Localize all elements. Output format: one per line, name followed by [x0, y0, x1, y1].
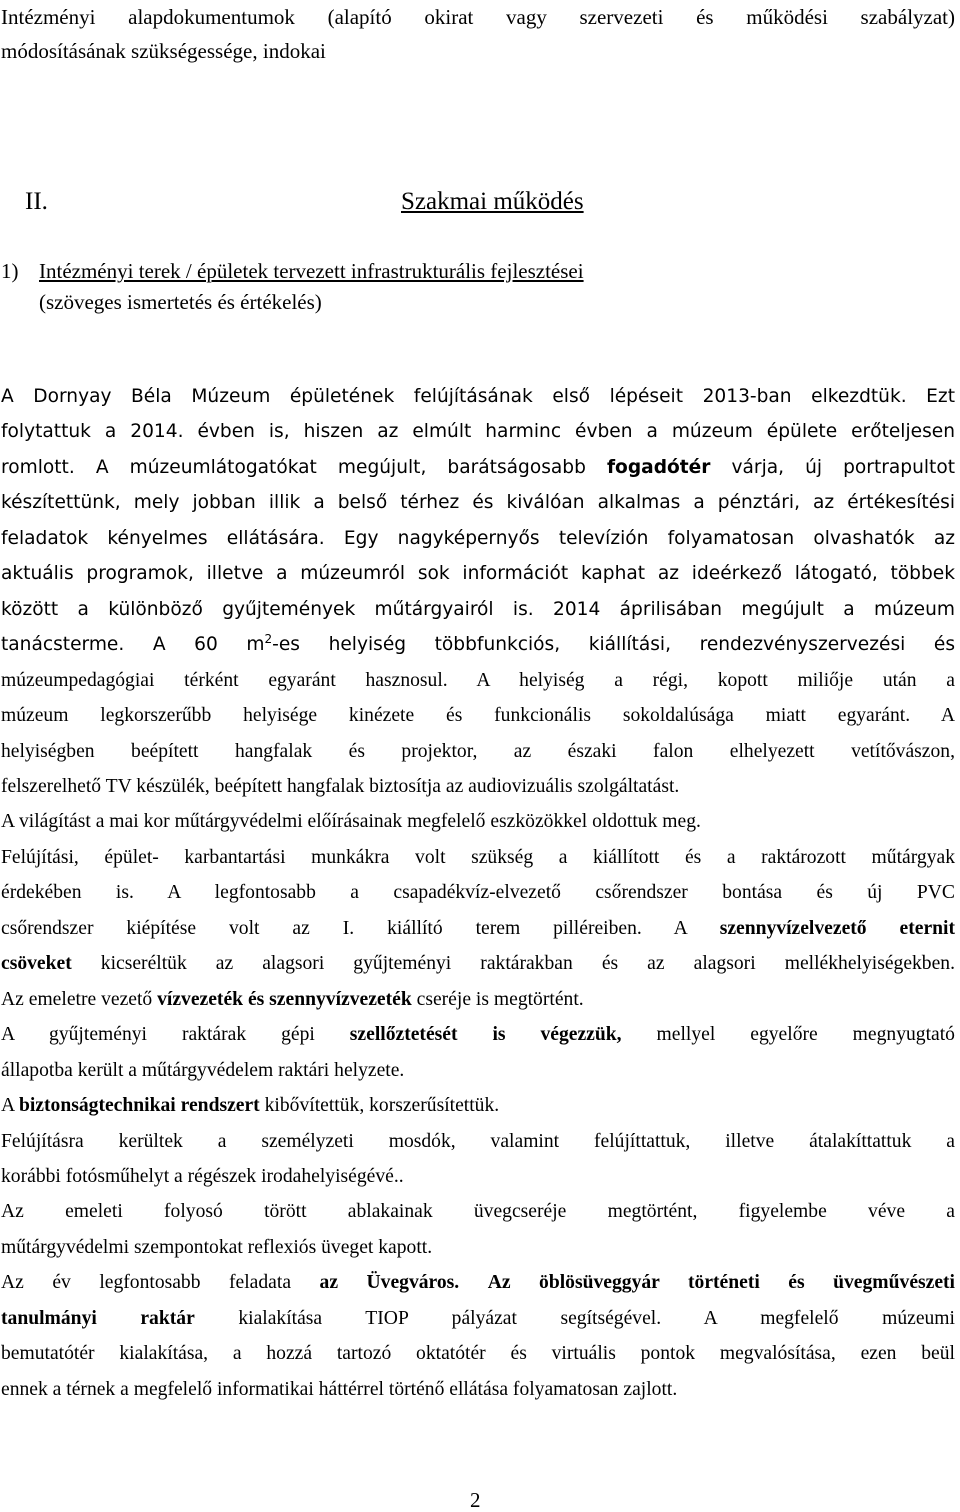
text-run: A — [1, 1095, 19, 1117]
body-line: Felújítási, épület- karbantartási munkákra volt szükség a kiállított és a raktározott műtárgyak — [1, 846, 955, 868]
text-run: Az év legfontosabb feladata — [1, 1272, 320, 1294]
bold-run: szennyvízelvezető eternit — [719, 917, 956, 939]
text-run: -es helyiség többfunkciós, kiállítási, rendezvényszervezési és — [272, 634, 956, 656]
text-run: tanácsterme. A 60 m — [1, 634, 265, 656]
body-line: helyiségben beépített hangfalak és projektor, az északi falon elhelyezett vetítővászon, — [1, 740, 955, 762]
section-number: II. — [25, 188, 48, 215]
text-run: romlott. A múzeumlátogatókat megújult, barátságosabb — [1, 456, 607, 478]
body-line — [1, 627, 955, 662]
text-run: csőrendszer kiépítése volt az I. kiállító terem pilléreiben. A — [1, 917, 720, 939]
body-line — [1, 982, 955, 1017]
text-run: várja, új portrapultot — [710, 456, 955, 478]
text-run: A gyűjteményi raktárak gépi — [1, 1024, 350, 1046]
body-line — [1, 911, 955, 946]
bold-run: csöveket — [1, 953, 72, 975]
body-line: állapotba került a műtárgyvédelem raktári helyzete. — [1, 1059, 405, 1081]
section-title: Szakmai működés — [401, 188, 584, 215]
bold-run: biztonságtechnikai rendszert — [18, 1095, 260, 1117]
body-line: műtárgyvédelmi szempontokat reflexiós üveget kapott. — [1, 1236, 433, 1258]
body-line: múzeum legkorszerűbb helyisége kinézete és funkcionális sokoldalúsága miatt egyaránt. A — [1, 705, 955, 727]
text-run: mellyel egyelőre megnyugtató — [621, 1024, 955, 1046]
body-line: ennek a térnek a megfelelő informatikai háttérrel történő ellátása folyamatosan zajlott. — [1, 1378, 678, 1400]
body-line: folytattuk a 2014. évben is, hiszen az elmúlt harminc évben a múzeum épülete erőteljesen — [1, 421, 955, 443]
text-run — [459, 1272, 488, 1293]
bold-run: tanulmányi raktár — [1, 1307, 195, 1329]
body-line: érdekében is. A legfontosabb a csapadékvíz-elvezető csőrendszer bontása és új PVC — [1, 882, 955, 904]
subsection-note: (szöveges ismertetés és értékelés) — [39, 290, 322, 314]
body-line — [1, 1301, 955, 1336]
heading-line-2: módosításának szükségessége, indokai — [1, 39, 326, 63]
body-line — [1, 1265, 955, 1300]
body-text — [1, 379, 955, 1407]
superscript: 2 — [264, 631, 273, 646]
body-line: aktuális programok, illetve a múzeumról sok információt kaphat az ideérkező látogató, többek — [1, 563, 955, 585]
body-line: múzeumpedagógiai térként egyaránt hasznosul. A helyiség a régi, kopott miliője után a — [1, 669, 955, 691]
document-heading — [1, 0, 955, 68]
body-line: A Dornyay Béla Múzeum épületének felújításának első lépéseit 2013-ban elkezdtük. Ezt — [1, 386, 955, 407]
body-line — [1, 1088, 955, 1123]
body-line: bemutatótér kialakítása, a hozzá tartozó oktatótér és virtuális pontok megvalósítása, ezen beül — [1, 1343, 955, 1365]
subsection-title: Intézményi terek / épületek tervezett infrastrukturális fejlesztései — [39, 259, 584, 283]
text-run: cseréje is megtörtént. — [411, 988, 584, 1010]
body-line: Felújításra kerültek a személyzeti mosdók, valamint felújíttattuk, illetve átalakíttattuk a — [1, 1130, 955, 1152]
page-number: 2 — [470, 1488, 481, 1512]
heading-line-1: Intézményi alapdokumentumok (alapító okirat vagy szervezeti és működési szabályzat) — [1, 5, 955, 29]
body-line: korábbi fotósműhelyt a régészek irodahelyiségévé.. — [1, 1165, 404, 1187]
subsection-number: 1) — [1, 259, 19, 283]
text-run: kibővítettük, korszerűsítettük. — [259, 1095, 500, 1117]
body-line: között a különböző gyűjtemények műtárgyairól is. 2014 áprilisában megújult a múzeum — [1, 598, 955, 620]
text-run: kicseréltük az alagsori gyűjteményi raktárakban és az alagsori mellékhelyiségekben. — [71, 953, 955, 975]
body-line: Az emeleti folyosó törött ablakainak üvegcseréje megtörtént, figyelembe véve a — [1, 1201, 955, 1223]
bold-run: Az öblösüveggyár történeti és üvegművészeti — [487, 1272, 955, 1294]
body-line: felszerelhető TV készülék, beépített hangfalak biztosítja az audiovizuális szolgáltatást. — [1, 775, 680, 797]
body-line — [1, 450, 955, 485]
body-line: A világítást a mai kor műtárgyvédelmi előírásainak megfelelő eszközökkel oldottuk meg. — [1, 811, 701, 833]
body-line — [1, 946, 955, 981]
body-line — [1, 1017, 955, 1052]
bold-run: vízvezeték és szennyvízvezeték — [157, 988, 412, 1010]
bold-run: fogadótér — [606, 456, 711, 478]
text-run: kialakítása TIOP pályázat segítségével. A megfelelő múzeumi — [194, 1307, 955, 1329]
body-line: készítettünk, mely jobban illik a belső térhez és kiválóan alkalmas a pénztári, az értékesítési — [1, 492, 955, 514]
text-run: Az emeletre vezető — [1, 988, 158, 1010]
bold-run: az Üvegváros. — [319, 1272, 460, 1294]
bold-run: szellőztetését is végezzük, — [349, 1024, 622, 1046]
body-line: feladatok kényelmes ellátására. Egy nagyképernyős televízión folyamatosan olvashatók az — [1, 527, 955, 549]
